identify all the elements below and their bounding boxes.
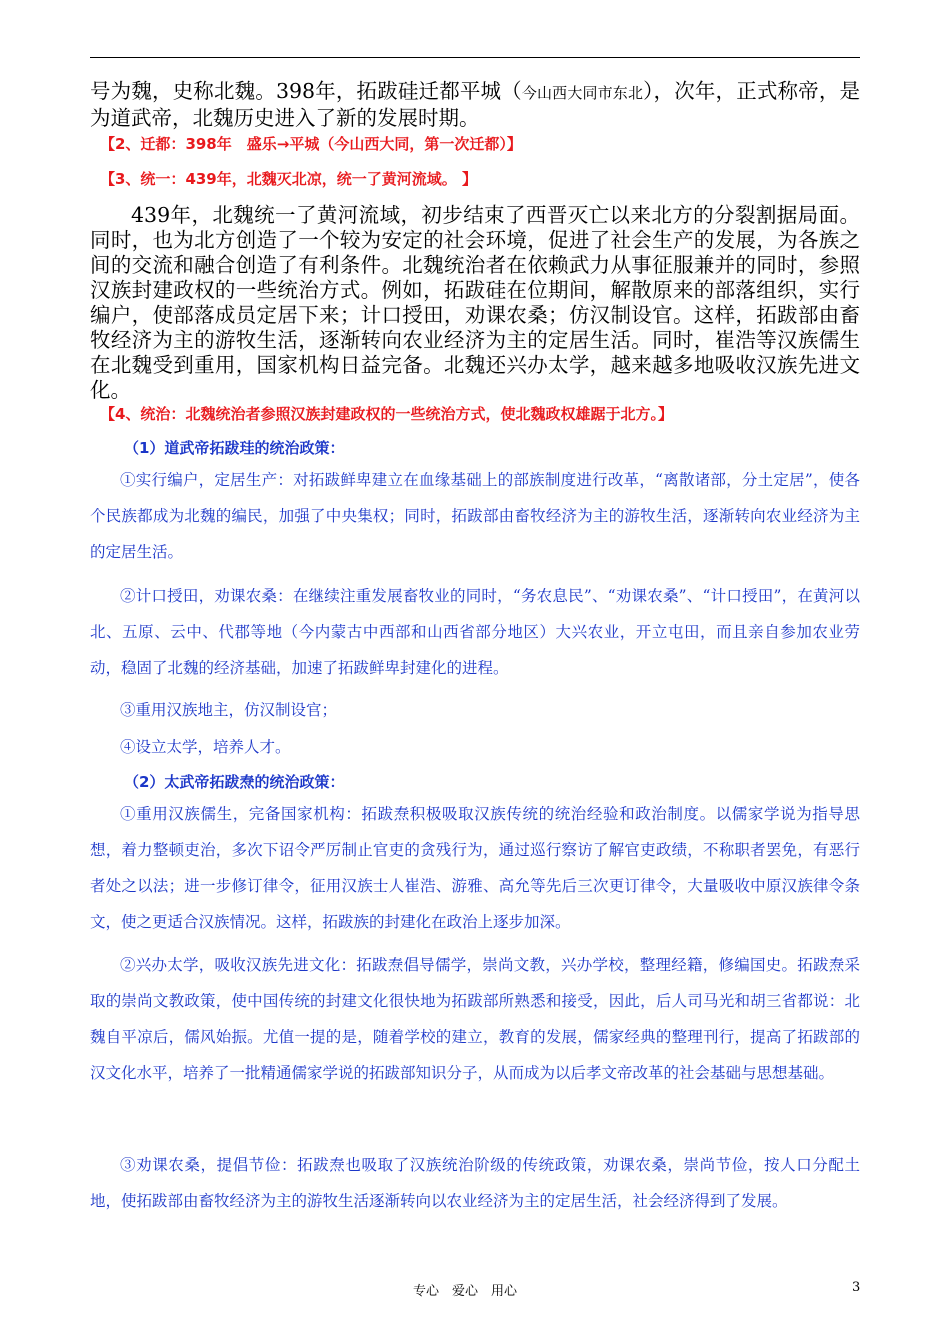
paragraph-founding (90, 79, 860, 131)
note-governance: 【4、统治：北魏统治者参照汉族封建政权的一些统治方式，使北魏政权雄踞于北方。】 (100, 405, 673, 423)
page-number: 3 (852, 1280, 861, 1295)
header-rule (90, 57, 860, 58)
policy-item-daowu-3: ③重用汉族地主，仿汉制设官； (120, 701, 338, 719)
policy-item-taiwu-3: ③劝课农桑，提倡节俭：拓跋焘也吸取了汉族统治阶级的传统政策，劝课农桑，崇尚节俭，按人口分配土地，使拓跋部由畜牧经济为主的游牧生活逐渐转向以农业经济为主的定居生活，社会经济得到了发展。 (90, 1156, 860, 1210)
policy-item-daowu-1: ①实行编户，定居生产：对拓跋鲜卑建立在血缘基础上的部族制度进行改革，“离散诸部，分土定居”，使各个民族都成为北魏的编民，加强了中央集权；同时，拓跋部由畜牧经济为主的游牧生活，逐渐转向农业经济为主的定居生活。 (90, 471, 860, 561)
note-capital-move: 【2、迁都：398年 盛乐→平城（今山西大同，第一次迁都）】 (100, 135, 522, 153)
policy-item-taiwu-2: ②兴办太学，吸收汉族先进文化：拓跋焘倡导儒学，崇尚文教，兴办学校，整理经籍，修编国史。拓跋焘采取的崇尚文教政策，使中国传统的封建文化很快地为拓跋部所熟悉和接受，因此，后人司马光和胡三省都说：北魏自平凉后，儒风始振。尤值一提的是，随着学校的建立，教育的发展，儒家经典的整理刊行，提高了拓跋部的汉文化水平，培养了一批精通儒家学说的拓跋部知识分子，从而成为以后孝文帝改革的社会基础与思想基础。 (90, 956, 860, 1082)
note-unification: 【3、统一：439年，北魏灭北凉，统一了黄河流域。 】 (100, 170, 477, 188)
paragraph-unification: 439年，北魏统一了黄河流域，初步结束了西晋灭亡以来北方的分裂割据局面。同时，也为北方创造了一个较为安定的社会环境，促进了社会生产的发展，为各族之间的交流和融合创造了有利条件。北魏统治者在依赖武力从事征服兼并的同时，参照汉族封建政权的一些统治方式。例如，拓跋硅在位期间，解散原来的部落组织，实行编户，使部落成员定居下来；计口授田，劝课农桑；仿汉制设官。这样，拓跋部由畜牧经济为主的游牧生活，逐渐转向农业经济为主的定居生活。同时，崔浩等汉族儒生在北魏受到重用，国家机构日益完备。北魏还兴办太学，越来越多地吸收汉族先进文化。 (90, 203, 860, 402)
section-heading-daowu: （1）道武帝拓跋珪的统治政策： (124, 439, 345, 457)
policy-item-taiwu-1: ①重用汉族儒生，完备国家机构：拓跋焘积极吸取汉族传统的统治经验和政治制度。以儒家学说为指导思想，着力整顿吏治，多次下诏令严厉制止官吏的贪残行为，通过巡行察访了解官吏政绩，不称职者罢免，有恶行者处之以法；进一步修订律令，征用汉族士人崔浩、游雅、高允等先后三次更订律令，大量吸收中原汉族律令条文，使之更适合汉族情况。这样，拓跋族的封建化在政治上逐步加深。 (90, 805, 860, 931)
policy-item-daowu-4: ④设立太学，培养人才。 (120, 738, 291, 756)
section-heading-taiwu: （2）太武帝拓跋焘的统治政策： (124, 773, 345, 791)
policy-item-daowu-2: ②计口授田，劝课农桑：在继续注重发展畜牧业的同时，“务农息民”、“劝课农桑”、“计口授田”，在黄河以北、五原、云中、代郡等地（今内蒙古中西部和山西省部分地区）大兴农业，开立屯田，而且亲自参加农业劳动，稳固了北魏的经济基础，加速了拓跋鲜卑封建化的进程。 (90, 587, 860, 677)
paragraph-founding-note: 今山西大同市东北 (521, 84, 644, 102)
paragraph-founding-text-2: ），次年，正式称帝，是为道武帝，北魏历史进入了新的发展时期。 (90, 79, 860, 130)
paragraph-founding-text-1: 号为魏，史称北魏。398年，拓跋硅迁都平城（ (90, 79, 522, 103)
footer-motto: 专心 爱心 用心 (413, 1284, 518, 1299)
